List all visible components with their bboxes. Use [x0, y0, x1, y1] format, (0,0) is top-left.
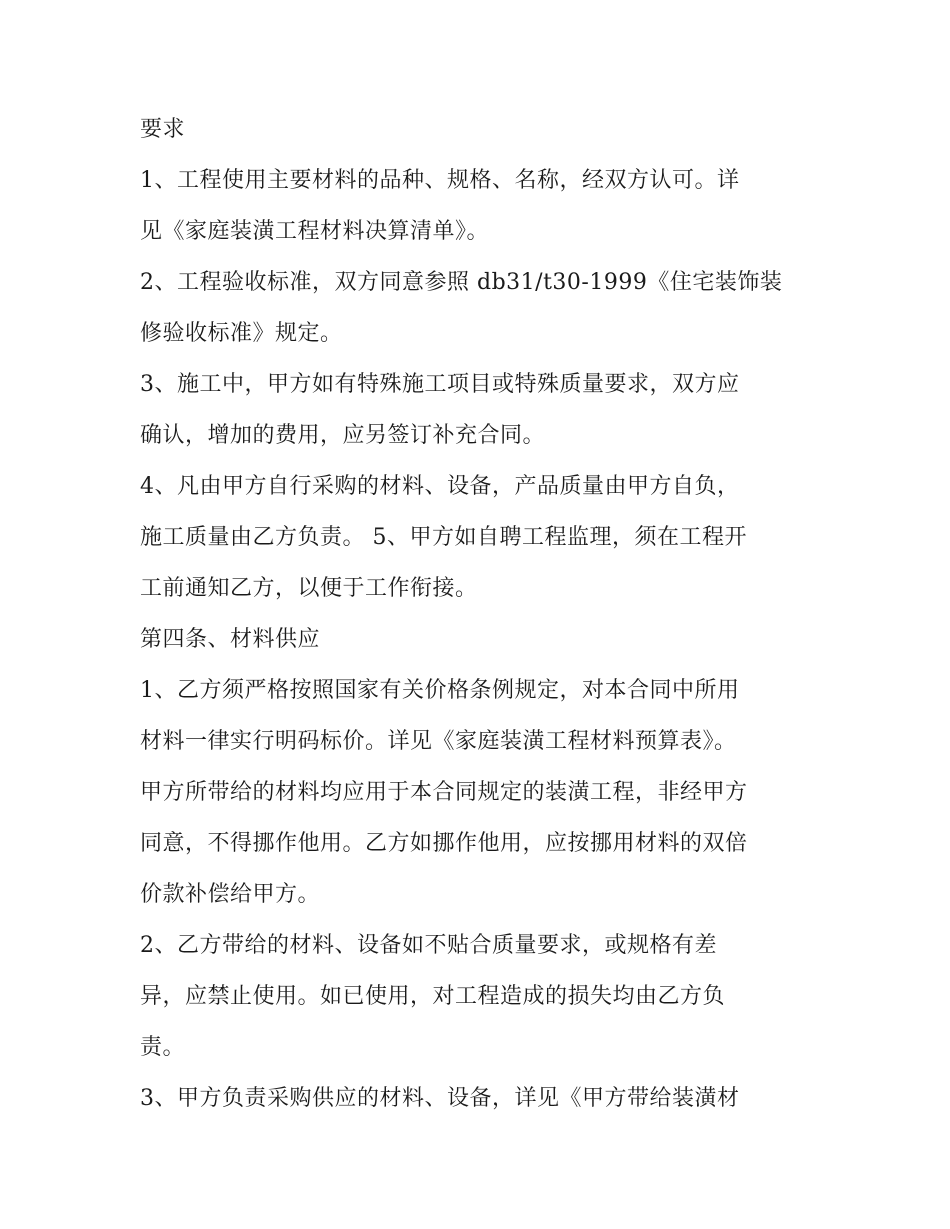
paragraph-line: 异，应禁止使用。如已使用，对工程造成的损失均由乙方负: [140, 984, 726, 1009]
paragraph-line: 1、乙方须严格按照国家有关价格条例规定，对本合同中所用: [140, 678, 740, 703]
paragraph-line: 4、凡由甲方自行采购的材料、设备，产品质量由甲方自负，: [140, 474, 740, 499]
paragraph-line: 修验收标准》规定。: [140, 321, 343, 346]
section-heading-requirements: 要求: [140, 117, 186, 142]
paragraph-line: 责。: [140, 1035, 186, 1060]
paragraph-line: 2、乙方带给的材料、设备如不贴合质量要求，或规格有差: [140, 933, 717, 958]
paragraph-line: 材料一律实行明码标价。详见《家庭装潢工程材料预算表》。: [140, 729, 737, 754]
paragraph-line: 工前通知乙方，以便于工作衔接。: [140, 576, 478, 601]
paragraph-line: 2、工程验收标准，双方同意参照 db31/t30-1999《住宅装饰装: [140, 270, 783, 295]
paragraph-line: 见《家庭装潢工程材料决算清单》。: [140, 219, 490, 244]
paragraph-line: 确认，增加的费用，应另签订补充合同。: [140, 423, 546, 448]
paragraph-line: 3、甲方负责采购供应的材料、设备，详见《甲方带给装潢材: [140, 1086, 740, 1111]
paragraph-line: 施工质量由乙方负责。 5、甲方如自聘工程监理，须在工程开: [140, 525, 747, 550]
section-heading-material-supply: 第四条、材料供应: [140, 627, 321, 652]
paragraph-line: 同意，不得挪作他用。乙方如挪作他用，应按挪用材料的双倍: [140, 831, 748, 856]
paragraph-line: 甲方所带给的材料均应用于本合同规定的装潢工程，非经甲方: [140, 780, 748, 805]
paragraph-line: 价款补偿给甲方。: [140, 882, 321, 907]
paragraph-line: 1、工程使用主要材料的品种、规格、名称，经双方认可。详: [140, 168, 740, 193]
paragraph-line: 3、施工中，甲方如有特殊施工项目或特殊质量要求，双方应: [140, 372, 740, 397]
